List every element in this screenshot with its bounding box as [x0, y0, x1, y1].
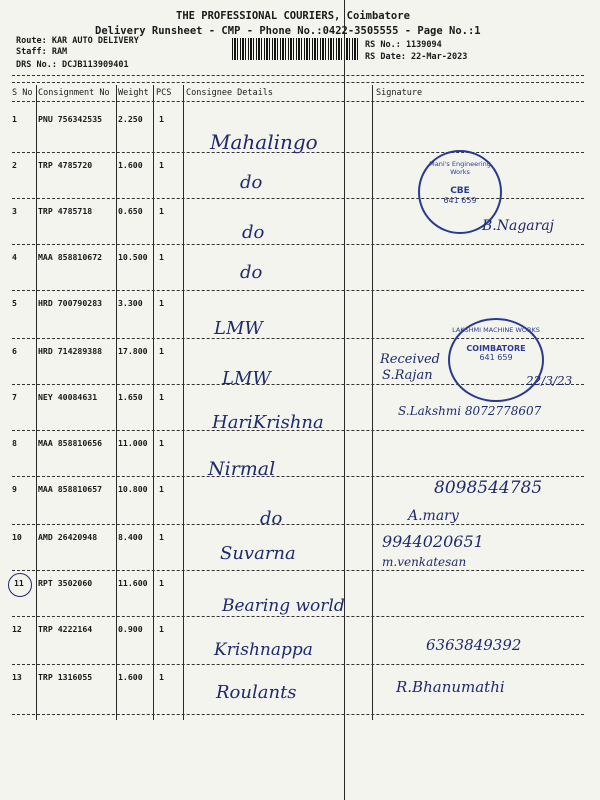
row-pcs: 1 — [159, 160, 164, 170]
row-divider — [12, 524, 584, 525]
route-label: Route: KAR AUTO DELIVERY — [16, 36, 139, 46]
row-consignment-no: RPT 3502060 — [38, 578, 93, 588]
row-sno: 10 — [12, 532, 22, 542]
row-sno: 2 — [12, 160, 17, 170]
row-pcs: 1 — [159, 578, 164, 588]
row-pcs: 1 — [159, 298, 164, 308]
column-header-divider — [12, 101, 584, 102]
row-pcs: 1 — [159, 114, 164, 124]
drs-number: DRS No.: DCJB113909401 — [16, 60, 129, 70]
stamp-text: CBE — [450, 186, 470, 196]
row-consignment-no: MAA 858810672 — [38, 252, 103, 262]
row-divider — [12, 290, 584, 291]
row-pcs: 1 — [159, 252, 164, 262]
handwritten-consignee: HariKrishna — [212, 412, 324, 433]
col-pcs: PCS — [156, 88, 172, 98]
row-pcs: 1 — [159, 346, 164, 356]
col-divider — [116, 85, 117, 720]
row-divider — [12, 244, 584, 245]
row-consignment-no: PNU 756342535 — [38, 114, 103, 124]
header-divider — [12, 75, 584, 76]
row-weight: 3.300 — [118, 298, 143, 308]
row-weight: 0.900 — [118, 624, 143, 634]
handwritten-consignee: LMW — [222, 368, 271, 389]
handwritten-signature: S.Rajan — [382, 368, 433, 383]
col-divider — [183, 85, 184, 720]
col-consignee: Consignee Details — [186, 88, 273, 98]
handwritten-consignee: Mahalingo — [210, 130, 318, 154]
row-divider — [12, 664, 584, 665]
row-consignment-no: TRP 1316055 — [38, 672, 93, 682]
staff-label: Staff: RAM — [16, 47, 68, 57]
row-consignment-no: AMD 26420948 — [38, 532, 98, 542]
stamp-text: Mani's Engineering Works — [429, 160, 491, 176]
row-consignment-no: TRP 4222164 — [38, 624, 93, 634]
row-weight: 17.800 — [118, 346, 148, 356]
runsheet-title: Delivery Runsheet - CMP - Phone No.:0422-3505555 - Page No.:1 — [95, 25, 481, 37]
row-sno: 9 — [12, 484, 17, 494]
row-sno: 4 — [12, 252, 17, 262]
fold-line — [344, 0, 345, 800]
stamp-text: 641 659 — [443, 196, 477, 205]
handwritten-signature: 6363849392 — [426, 636, 522, 654]
row-pcs: 1 — [159, 206, 164, 216]
row-sno: 3 — [12, 206, 17, 216]
row-weight: 11.000 — [118, 438, 148, 448]
row-consignment-no: HRD 714289388 — [38, 346, 103, 356]
row-pcs: 1 — [159, 484, 164, 494]
row-weight: 2.250 — [118, 114, 143, 124]
col-sno: S No — [12, 88, 33, 98]
row-sno: 8 — [12, 438, 17, 448]
barcode — [232, 38, 360, 60]
row-weight: 0.650 — [118, 206, 143, 216]
row-pcs: 1 — [159, 672, 164, 682]
row-consignment-no: HRD 700790283 — [38, 298, 103, 308]
row-weight: 1.600 — [118, 160, 143, 170]
row-pcs: 1 — [159, 392, 164, 402]
rs-date: RS Date: 22-Mar-2023 — [365, 52, 468, 62]
stamp-text: LAKSHMI MACHINE WORKS — [452, 326, 540, 334]
handwritten-signature: R.Bhanumathi — [396, 678, 505, 696]
handwritten-signature: 8098544785 — [434, 478, 543, 498]
row-11-circle-mark — [8, 573, 32, 597]
handwritten-signature: 9944020651 — [382, 532, 484, 551]
row-sno: 7 — [12, 392, 17, 402]
row-divider — [12, 570, 584, 571]
rs-number: RS No.: 1139094 — [365, 40, 442, 50]
handwritten-signature: A.mary — [408, 508, 459, 524]
row-consignment-no: MAA 858810656 — [38, 438, 103, 448]
stamp-text: COIMBATORE — [466, 344, 526, 353]
col-divider — [153, 85, 154, 720]
row-sno: 5 — [12, 298, 17, 308]
handwritten-consignee: do — [240, 262, 263, 283]
row-sno: 13 — [12, 672, 22, 682]
handwritten-consignee: Nirmal — [208, 458, 276, 480]
handwritten-signature: m.venkatesan — [382, 555, 467, 569]
row-divider — [12, 714, 584, 715]
header-divider — [12, 82, 584, 83]
row-divider — [12, 476, 584, 477]
row-weight: 11.600 — [118, 578, 148, 588]
row-sno: 11 — [14, 578, 24, 588]
row-weight: 1.650 — [118, 392, 143, 402]
row-weight: 10.800 — [118, 484, 148, 494]
handwritten-signature: S.Lakshmi 8072778607 — [398, 404, 542, 418]
row-pcs: 1 — [159, 438, 164, 448]
row-consignment-no: TRP 4785720 — [38, 160, 93, 170]
row-weight: 10.500 — [118, 252, 148, 262]
stamp-text: 641 659 — [479, 353, 513, 362]
row-pcs: 1 — [159, 532, 164, 542]
col-weight: Weight — [118, 88, 149, 98]
handwritten-consignee: Bearing world — [222, 596, 345, 616]
row-consignment-no: TRP 4785718 — [38, 206, 93, 216]
row-weight: 8.400 — [118, 532, 143, 542]
handwritten-consignee: do — [242, 222, 265, 243]
handwritten-signature: Received — [380, 352, 440, 367]
handwritten-consignee: do — [260, 508, 283, 529]
handwritten-consignee: Krishnappa — [214, 640, 313, 660]
company-title: THE PROFESSIONAL COURIERS, Coimbatore — [176, 10, 410, 22]
row-consignment-no: MAA 858810657 — [38, 484, 103, 494]
handwritten-signature: B.Nagaraj — [482, 218, 555, 234]
handwritten-consignee: Roulants — [216, 682, 297, 703]
col-consignment: Consignment No — [38, 88, 110, 98]
col-divider — [36, 85, 37, 720]
row-divider — [12, 616, 584, 617]
row-sno: 12 — [12, 624, 22, 634]
row-sno: 6 — [12, 346, 17, 356]
row-sno: 1 — [12, 114, 17, 124]
handwritten-signature: 22/3/23 — [526, 374, 573, 388]
handwritten-consignee: LMW — [214, 318, 263, 339]
company-stamp — [448, 318, 544, 402]
row-weight: 1.600 — [118, 672, 143, 682]
row-consignment-no: NEY 40084631 — [38, 392, 98, 402]
handwritten-consignee: do — [240, 172, 263, 193]
handwritten-consignee: Suvarna — [220, 543, 296, 564]
row-pcs: 1 — [159, 624, 164, 634]
col-divider — [372, 85, 373, 720]
col-signature: Signature — [376, 88, 423, 98]
